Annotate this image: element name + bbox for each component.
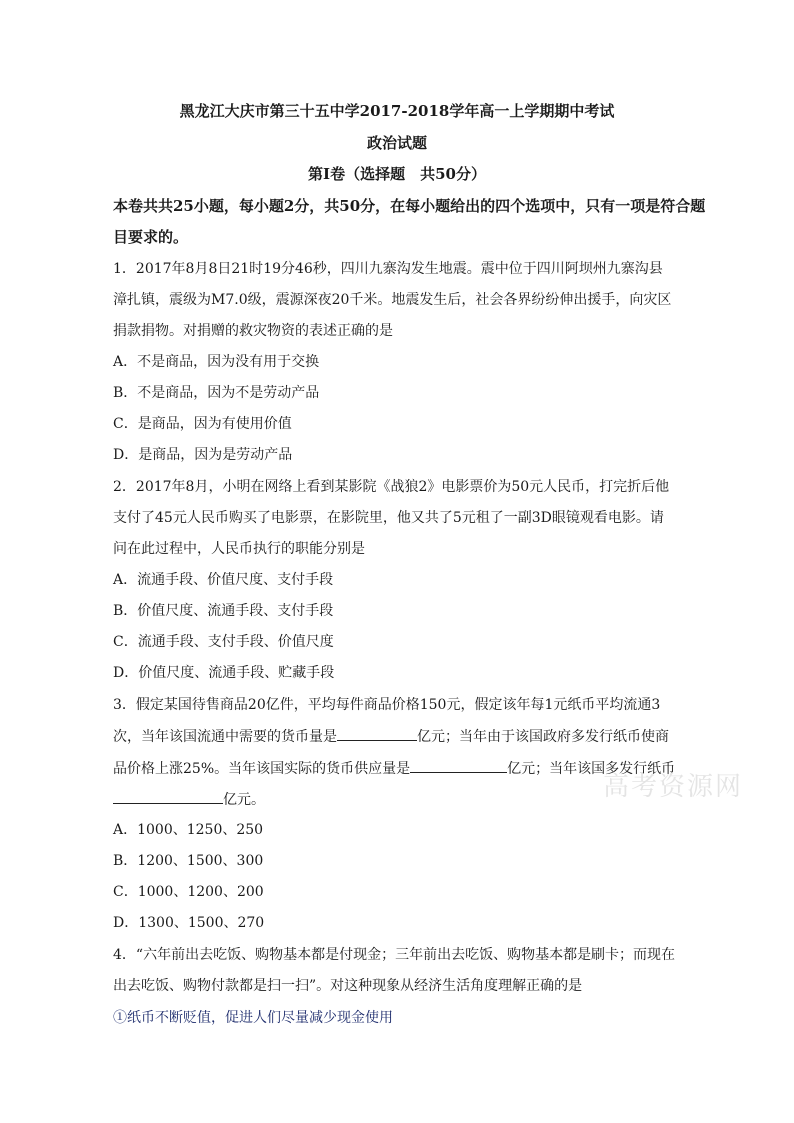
q3-stem-line-4 <box>113 789 265 810</box>
q3-stem-line-2 <box>113 726 669 747</box>
q1-option-b: B．不是商品，因为不是劳动产品 <box>113 385 320 401</box>
q1-option-d: D．是商品，因为是劳动产品 <box>113 447 293 463</box>
q1-stem-line-2: 漳扎镇，震级为M7.0级，震源深夜20千米。地震发生后，社会各界纷纷伸出援手，向灾区 <box>113 292 672 308</box>
q2-stem-line-2: 支付了45元人民币购买了电影票，在影院里，他又共了5元租了一副3D眼镜观看电影。请 <box>113 510 664 526</box>
q1-stem-line-3: 捐款捐物。对捐赠的救灾物资的表述正确的是 <box>113 323 393 339</box>
q3-stem-line-1: 3．假定某国待售商品20亿件，平均每件商品价格150元，假定该年每1元纸币平均流通3 <box>113 697 661 713</box>
instructions-line-1: 本卷共共25小题，每小题2分，共50分，在每小题给出的四个选项中，只有一项是符合题 <box>113 197 706 215</box>
q3-option-b: B．1200、1500、300 <box>113 853 264 869</box>
q2-option-a: A．流通手段、价值尺度、支付手段 <box>113 572 334 588</box>
q3-line3-text-b: 亿元；当年该国多发行纸币 <box>507 761 676 777</box>
q1-option-c: C．是商品，因为有使用价值 <box>113 416 292 432</box>
section-title: 第Ⅰ卷（选择题 共50分） <box>308 165 486 183</box>
q3-stem-line-3 <box>113 758 675 779</box>
answer-blank-3[interactable] <box>113 789 223 804</box>
q3-line4-text: 亿元。 <box>223 792 265 808</box>
q3-line2-text-a: 次，当年该国流通中需要的货币量是 <box>113 729 337 745</box>
q1-option-a: A．不是商品，因为没有用于交换 <box>113 354 320 370</box>
q2-stem-line-1: 2．2017年8月，小明在网络上看到某影院《战狼2》电影票价为50元人民币，打完折后他 <box>113 479 670 495</box>
q3-option-a: A．1000、1250、250 <box>113 822 264 838</box>
q4-stem-line-1: 4．“六年前出去吃饭、购物基本都是付现金；三年前出去吃饭、购物基本都是刷卡；而现在 <box>113 947 676 963</box>
instructions-line-2: 目要求的。 <box>113 228 189 246</box>
q3-option-d: D．1300、1500、270 <box>113 915 265 931</box>
subject-title: 政治试题 <box>366 134 427 152</box>
answer-blank-1[interactable] <box>337 726 417 741</box>
q1-stem-line-1: 1．2017年8月8日21时19分46秒，四川九寨沟发生地震。震中位于四川阿坝州九寨沟县 <box>113 261 663 277</box>
q2-stem-line-3: 问在此过程中，人民币执行的职能分别是 <box>113 541 365 557</box>
watermark: 高考资源网 <box>603 772 744 802</box>
q3-option-c: C．1000、1200、200 <box>113 884 264 900</box>
exam-title: 黑龙江大庆市第三十五中学2017-2018学年高一上学期期中考试 <box>179 102 615 120</box>
q2-option-c: C．流通手段、支付手段、价值尺度 <box>113 634 334 650</box>
q4-stem-line-2: 出去吃饭、购物付款都是扫一扫”。对这种现象从经济生活角度理解正确的是 <box>113 978 583 994</box>
q2-option-d: D．价值尺度、流通手段、贮藏手段 <box>113 665 335 681</box>
q3-line2-text-b: 亿元；当年由于该国政府多发行纸币使商 <box>417 729 669 745</box>
q3-line3-text-a: 品价格上涨25%。当年该国实际的货币供应量是 <box>113 761 411 777</box>
answer-blank-2[interactable] <box>410 758 507 773</box>
q4-item-1: ①纸币不断贬值，促进人们尽量减少现金使用 <box>113 1010 393 1026</box>
q2-option-b: B．价值尺度、流通手段、支付手段 <box>113 603 334 619</box>
